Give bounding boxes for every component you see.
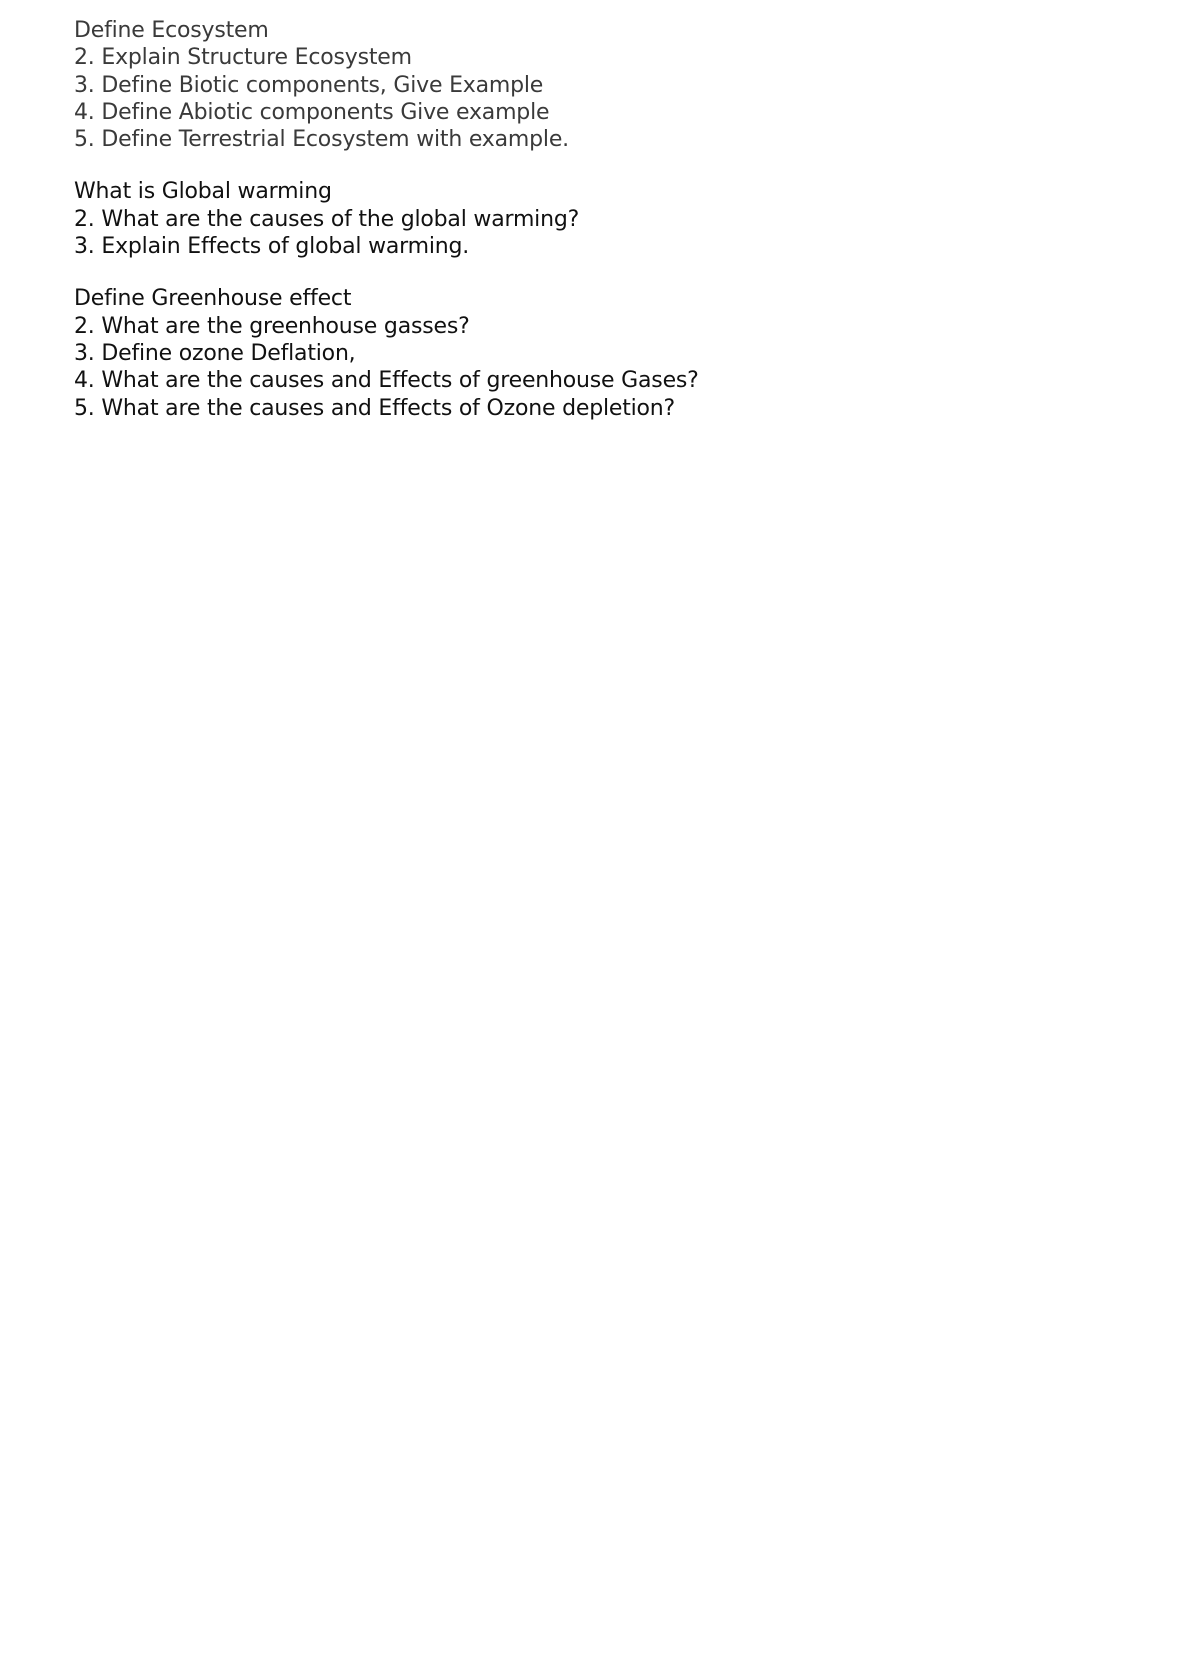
question-line: Define Ecosystem <box>74 18 269 43</box>
question-line: 4. What are the causes and Effects of greenhouse Gases? <box>74 368 699 394</box>
question-line: 3. Define Biotic components, Give Example <box>74 72 544 98</box>
ecosystem-questions <box>74 17 699 153</box>
question-line: Define Greenhouse effect <box>74 286 352 312</box>
question-line: 5. What are the causes and Effects of Ozone depletion? <box>74 395 676 421</box>
document-body <box>74 17 699 447</box>
global-warming-questions <box>74 178 699 260</box>
question-line: 4. Define Abiotic components Give example <box>74 99 550 125</box>
question-line: 3. Define ozone Deflation, <box>74 340 356 366</box>
question-line: 2. Explain Structure Ecosystem <box>74 45 412 71</box>
question-line: 2. What are the greenhouse gasses? <box>74 313 470 339</box>
greenhouse-questions <box>74 285 699 421</box>
question-line: 5. Define Terrestrial Ecosystem with example. <box>74 127 569 153</box>
question-line: 3. Explain Effects of global warming. <box>74 234 470 260</box>
question-line: What is Global warming <box>74 179 332 205</box>
question-line: 2. What are the causes of the global warming? <box>74 206 580 232</box>
